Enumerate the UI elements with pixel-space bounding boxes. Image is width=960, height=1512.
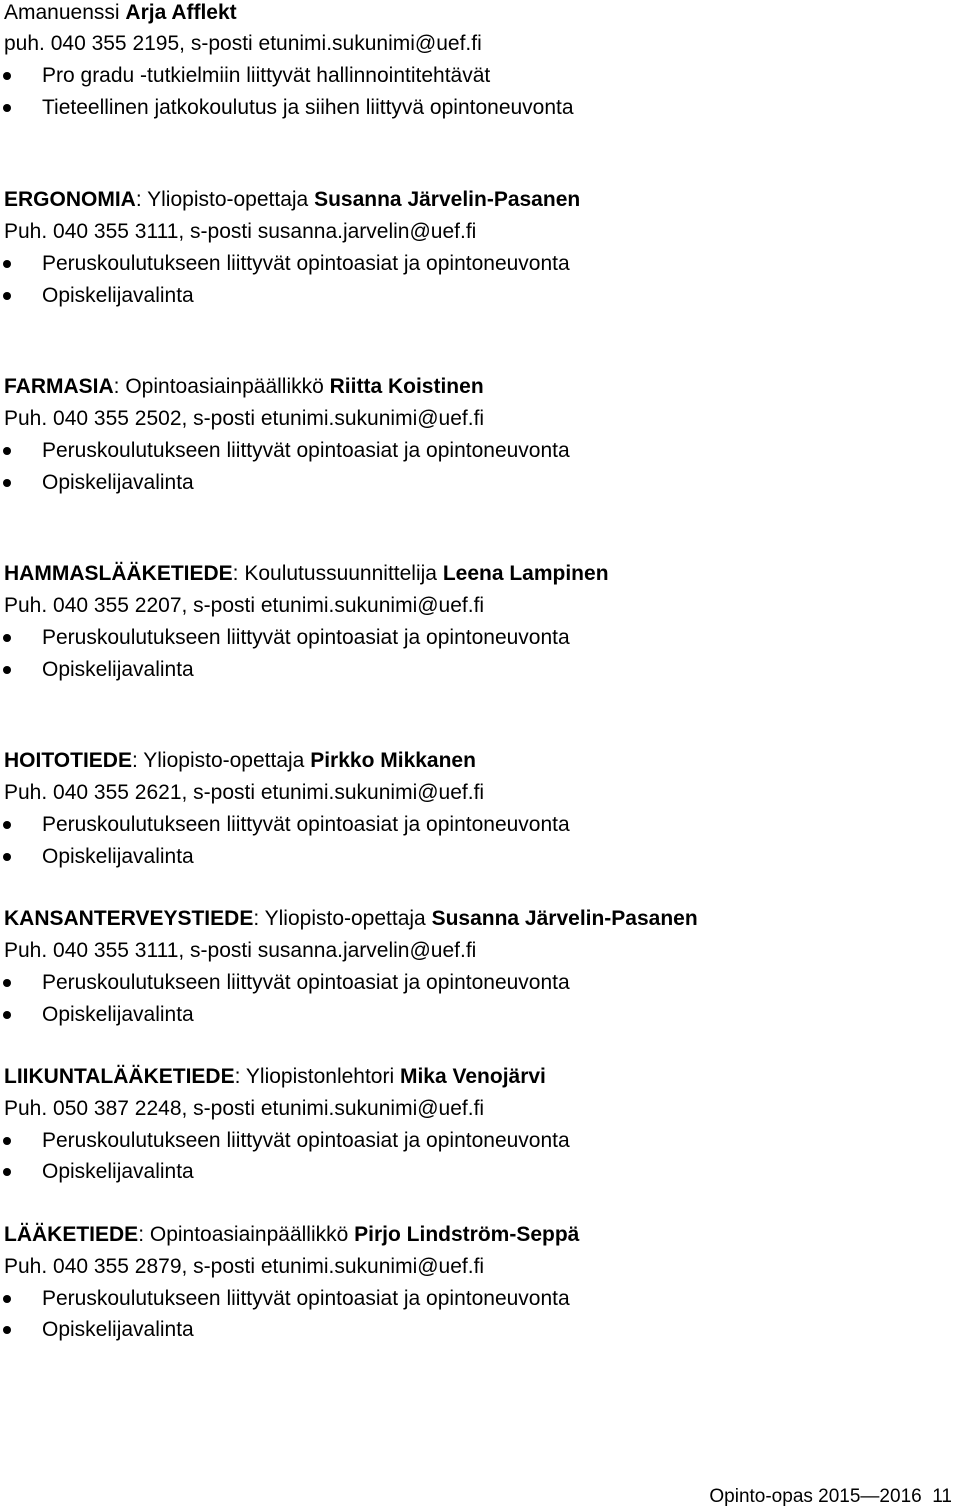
section-person: Pirjo Lindström-Seppä xyxy=(354,1223,580,1246)
section-person: Susanna Järvelin-Pasanen xyxy=(314,188,581,211)
section-subject: HOITOTIEDE xyxy=(4,749,132,772)
section-subject: LIIKUNTALÄÄKETIEDE xyxy=(4,1065,235,1088)
bullet-icon xyxy=(3,821,11,829)
bullet-icon xyxy=(3,447,11,455)
section-subject: ERGONOMIA xyxy=(4,188,136,211)
list-item-text: Peruskoulutukseen liittyvät opintoasiat ja opintoneuvonta xyxy=(42,971,570,994)
list-item-text: Opiskelijavalinta xyxy=(42,658,194,681)
section-role: : Opintoasiainpäällikkö xyxy=(138,1223,355,1246)
section-contact: Puh. 040 355 3111, s-posti susanna.jarvelin@uef.fi xyxy=(4,939,477,962)
section-contact: Puh. 040 355 2621, s-posti etunimi.sukunimi@uef.fi xyxy=(4,781,485,804)
section-person: Pirkko Mikkanen xyxy=(310,749,476,772)
list-item-text: Opiskelijavalinta xyxy=(42,284,194,307)
bullet-icon xyxy=(3,634,11,642)
section-heading xyxy=(4,1223,579,1247)
bullet-icon xyxy=(3,666,11,674)
page-number: 11 xyxy=(932,1486,952,1507)
bullet-icon xyxy=(3,1137,11,1145)
bullet-icon xyxy=(3,260,11,268)
section-subject: KANSANTERVEYSTIEDE xyxy=(4,907,254,930)
bullet-icon xyxy=(3,479,11,487)
bullet-icon xyxy=(3,1168,11,1176)
section-role: : Yliopisto-opettaja xyxy=(135,188,315,211)
bullet-icon xyxy=(3,1011,11,1019)
list-item-text: Tieteellinen jatkokoulutus ja siihen liittyvä opintoneuvonta xyxy=(42,96,574,119)
list-item-text: Peruskoulutukseen liittyvät opintoasiat ja opintoneuvonta xyxy=(42,439,570,462)
list-item-text: Pro gradu -tutkielmiin liittyvät hallinnointitehtävät xyxy=(42,64,491,87)
section-contact: Puh. 040 355 2207, s-posti etunimi.sukunimi@uef.fi xyxy=(4,594,485,617)
list-item-text: Opiskelijavalinta xyxy=(42,1160,194,1183)
bullet-icon xyxy=(3,853,11,861)
section-role: : Yliopistonlehtori xyxy=(234,1065,400,1088)
list-item-text: Peruskoulutukseen liittyvät opintoasiat ja opintoneuvonta xyxy=(42,252,570,275)
intro-contact: puh. 040 355 2195, s-posti etunimi.sukunimi@uef.fi xyxy=(4,32,482,55)
bullet-icon xyxy=(3,1295,11,1303)
section-person: Susanna Järvelin-Pasanen xyxy=(431,907,698,930)
section-role: : Opintoasiainpäällikkö xyxy=(113,375,330,398)
list-item-text: Opiskelijavalinta xyxy=(42,845,194,868)
section-heading xyxy=(4,749,476,773)
section-person: Leena Lampinen xyxy=(442,562,609,585)
section-role: : Yliopisto-opettaja xyxy=(131,749,311,772)
section-role: : Yliopisto-opettaja xyxy=(253,907,432,930)
section-heading xyxy=(4,375,484,399)
bullet-icon xyxy=(3,292,11,300)
section-contact: Puh. 050 387 2248, s-posti etunimi.sukunimi@uef.fi xyxy=(4,1097,485,1120)
intro-heading xyxy=(4,1,237,25)
section-role: : Koulutussuunnittelija xyxy=(232,562,443,585)
intro-name: Arja Afflekt xyxy=(125,1,237,24)
list-item-text: Opiskelijavalinta xyxy=(42,471,194,494)
section-heading xyxy=(4,1065,546,1089)
section-person: Riitta Koistinen xyxy=(329,375,484,398)
section-heading xyxy=(4,188,580,212)
bullet-icon xyxy=(3,72,11,80)
list-item-text: Peruskoulutukseen liittyvät opintoasiat ja opintoneuvonta xyxy=(42,1129,570,1152)
list-item-text: Peruskoulutukseen liittyvät opintoasiat ja opintoneuvonta xyxy=(42,813,570,836)
list-item-text: Peruskoulutukseen liittyvät opintoasiat ja opintoneuvonta xyxy=(42,1287,570,1310)
list-item-text: Opiskelijavalinta xyxy=(42,1318,194,1341)
bullet-icon xyxy=(3,1326,11,1334)
section-heading xyxy=(4,562,609,586)
page-footer xyxy=(709,1486,952,1508)
footer-text: Opinto-opas 2015—2016 xyxy=(709,1486,922,1507)
section-subject: FARMASIA xyxy=(4,375,114,398)
section-subject: LÄÄKETIEDE xyxy=(4,1223,139,1246)
section-subject: HAMMASLÄÄKETIEDE xyxy=(4,562,233,585)
bullet-icon xyxy=(3,104,11,112)
section-contact: Puh. 040 355 2502, s-posti etunimi.sukunimi@uef.fi xyxy=(4,407,485,430)
list-item-text: Peruskoulutukseen liittyvät opintoasiat ja opintoneuvonta xyxy=(42,626,570,649)
list-item-text: Opiskelijavalinta xyxy=(42,1003,194,1026)
section-person: Mika Venojärvi xyxy=(399,1065,546,1088)
intro-title-prefix: Amanuenssi xyxy=(4,1,126,24)
section-contact: Puh. 040 355 3111, s-posti susanna.jarvelin@uef.fi xyxy=(4,220,477,243)
section-heading xyxy=(4,907,698,931)
bullet-icon xyxy=(3,979,11,987)
section-contact: Puh. 040 355 2879, s-posti etunimi.sukunimi@uef.fi xyxy=(4,1255,485,1278)
